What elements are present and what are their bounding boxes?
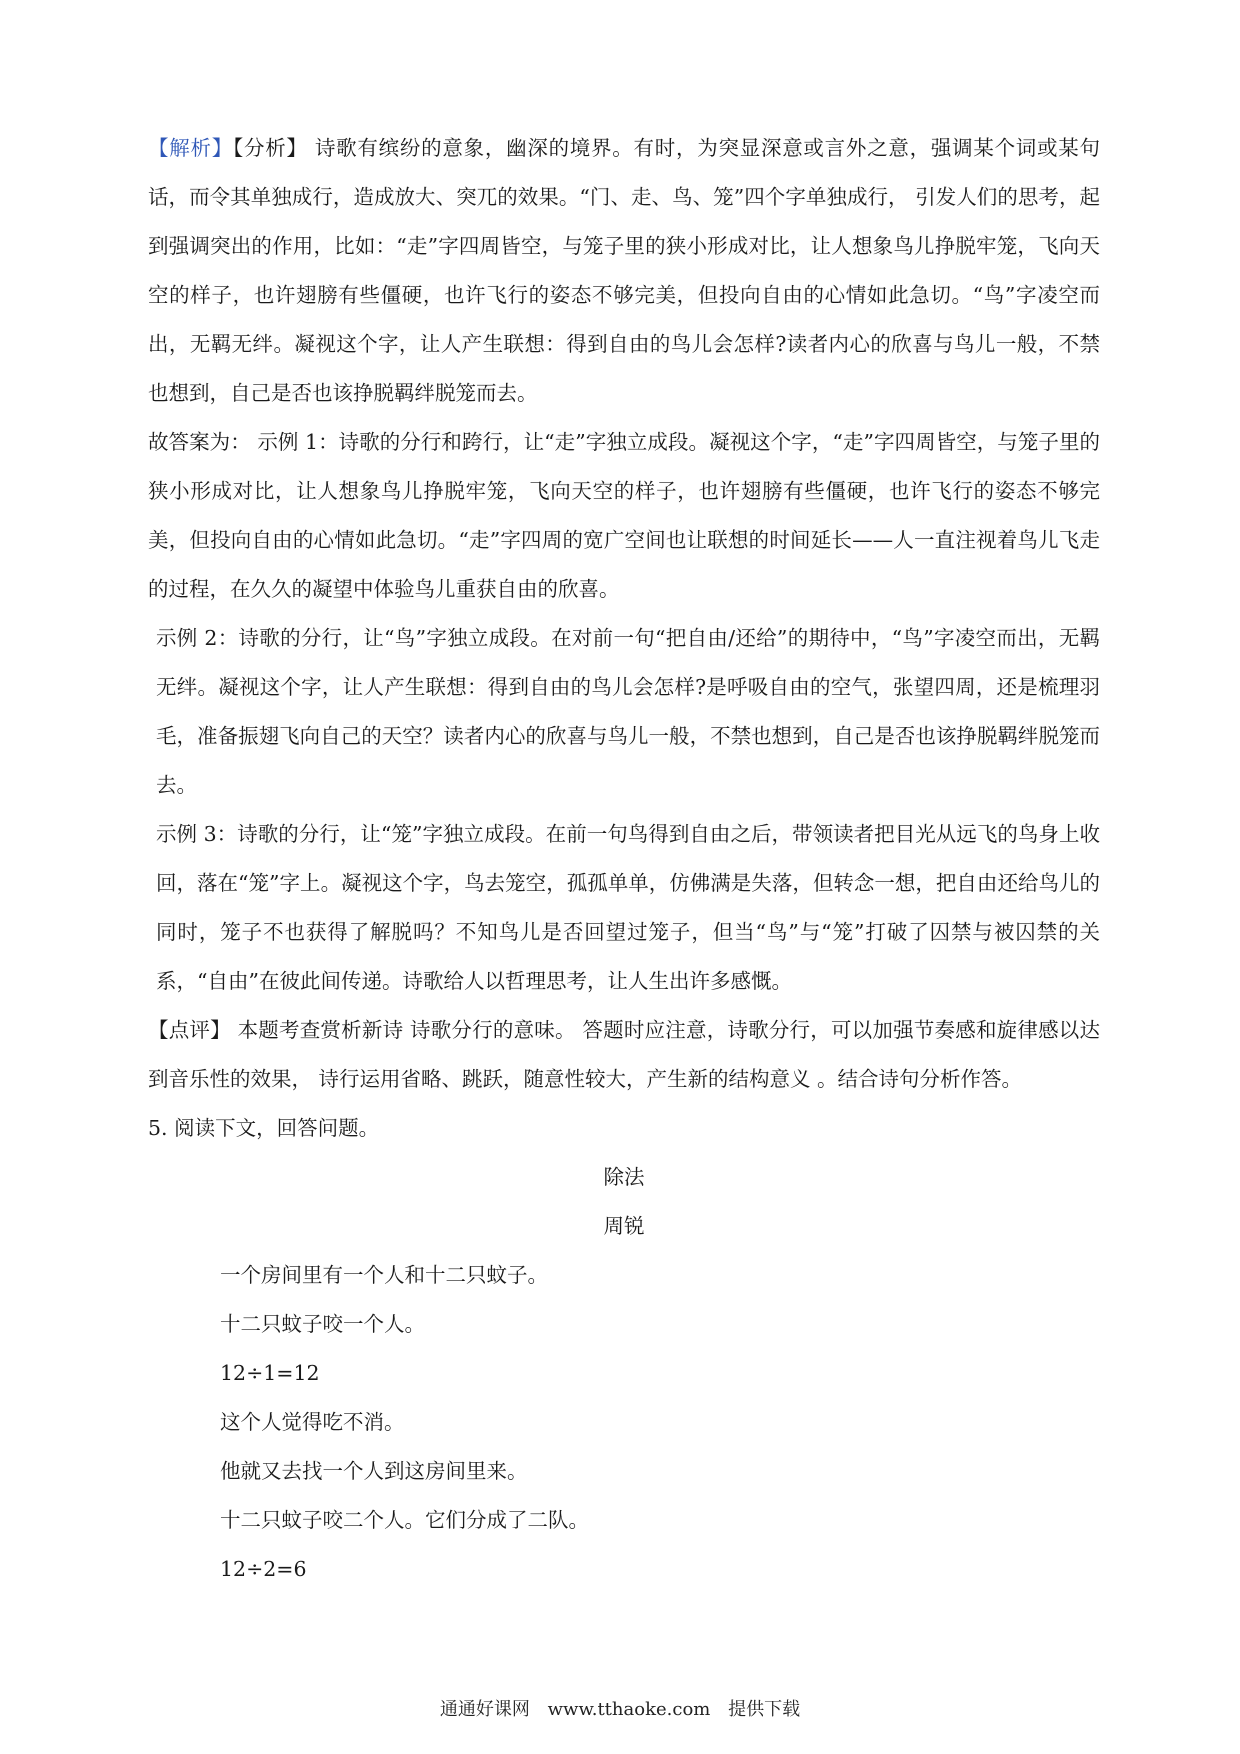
poem-title: 除法 [603, 1165, 645, 1189]
poem-line: 这个人觉得吃不消。 [220, 1410, 405, 1434]
poem-line: 12÷1=12 [220, 1361, 320, 1385]
answer-paragraph-3: 示例 3：诗歌的分行，让“笼”字独立成段。在前一句鸟得到自由之后，带领读者把目光从远飞的鸟身上收回，落在“笼”字上。凝视这个字，鸟去笼空，孤孤单单，仿佛满是失落，但转念一想，把自由还给鸟儿的同时，笼子不也获得了解脱吗？不知鸟儿是否回望过笼子，但当“鸟”与“笼”打破了囚禁与被囚禁的关系，“自由”在彼此间传递。诗歌给人以哲理思考，让人生出许多感慨。 [156, 822, 1100, 993]
poem-line: 12÷2=6 [220, 1557, 307, 1581]
footer-site-name: 通通好课网 [439, 1699, 530, 1720]
poem-line: 十二只蚊子咬二个人。它们分成了二队。 [220, 1508, 589, 1532]
footer-note: 提供下载 [728, 1699, 801, 1720]
poem-line: 他就又去找一个人到这房间里来。 [220, 1459, 528, 1483]
page-footer [0, 1695, 1240, 1721]
answer-paragraph-1: 故答案为： 示例 1：诗歌的分行和跨行，让“走”字独立成段。凝视这个字，“走”字四周皆空，与笼子里的狭小形成对比，让人想象鸟儿挣脱牢笼，飞向天空的样子，也许翅膀有些僵硬，也许飞行的姿态不够完美，但投向自由的心情如此急切。“走”字四周的宽广空间也让联想的时间延长——人一直注视着鸟儿飞走的过程，在久久的凝望中体验鸟儿重获自由的欣喜。 [148, 430, 1100, 601]
analysis-paragraph [148, 124, 1100, 418]
analysis-text: 诗歌有缤纷的意象，幽深的境界。有时，为突显深意或言外之意，强调某个词或某句话，而令其单独成行，造成放大、突兀的效果。“门、走、鸟、笼”四个字单独成行， 引发人们的思考，起到强调突出的作用，比如：“走”字四周皆空，与笼子里的狭小形成对比，让人想象鸟儿挣脱牢笼，飞向天空的样子，也许翅膀有些僵硬，也许飞行的姿态不够完美，但投向自由的心情如此急切。“鸟”字凌空而出，无羁无绊。凝视这个字，让人产生联想：得到自由的鸟儿会怎样?读者内心的欣喜与鸟儿一般，不禁也想到，自己是否也该挣脱羁绊脱笼而去。 [148, 136, 1101, 405]
comment-text: 本题考查赏析新诗 诗歌分行的意味。 答题时应注意，诗歌分行，可以加强节奏感和旋律感以达到音乐性的效果， 诗行运用省略、跳跃，随意性较大，产生新的结构意义 。结合诗句分析作答。 [148, 1018, 1101, 1091]
comment-paragraph [148, 1006, 1100, 1104]
question-5-prompt: 5. 阅读下文，回答问题。 [148, 1116, 380, 1140]
poem-line: 一个房间里有一个人和十二只蚊子。 [220, 1263, 548, 1287]
comment-tag: 【点评】 [148, 1018, 231, 1042]
fenxi-tag: 【分析】 [232, 136, 308, 160]
footer-url[interactable]: www.tthaoke.com [547, 1699, 711, 1720]
poem-line: 十二只蚊子咬一个人。 [220, 1312, 425, 1336]
poem-body [148, 1251, 1100, 1594]
page-content [148, 124, 1100, 1594]
analysis-tag: 【解析】 [148, 136, 233, 160]
answer-paragraph-2: 示例 2：诗歌的分行，让“鸟”字独立成段。在对前一句“把自由/还给”的期待中，“鸟”字凌空而出，无羁无绊。凝视这个字，让人产生联想：得到自由的鸟儿会怎样?是呼吸自由的空气，张望四周，还是梳理羽毛，准备振翅飞向自己的天空？读者内心的欣喜与鸟儿一般，不禁也想到，自己是否也该挣脱羁绊脱笼而去。 [156, 626, 1100, 797]
poem-author: 周锐 [603, 1214, 645, 1238]
